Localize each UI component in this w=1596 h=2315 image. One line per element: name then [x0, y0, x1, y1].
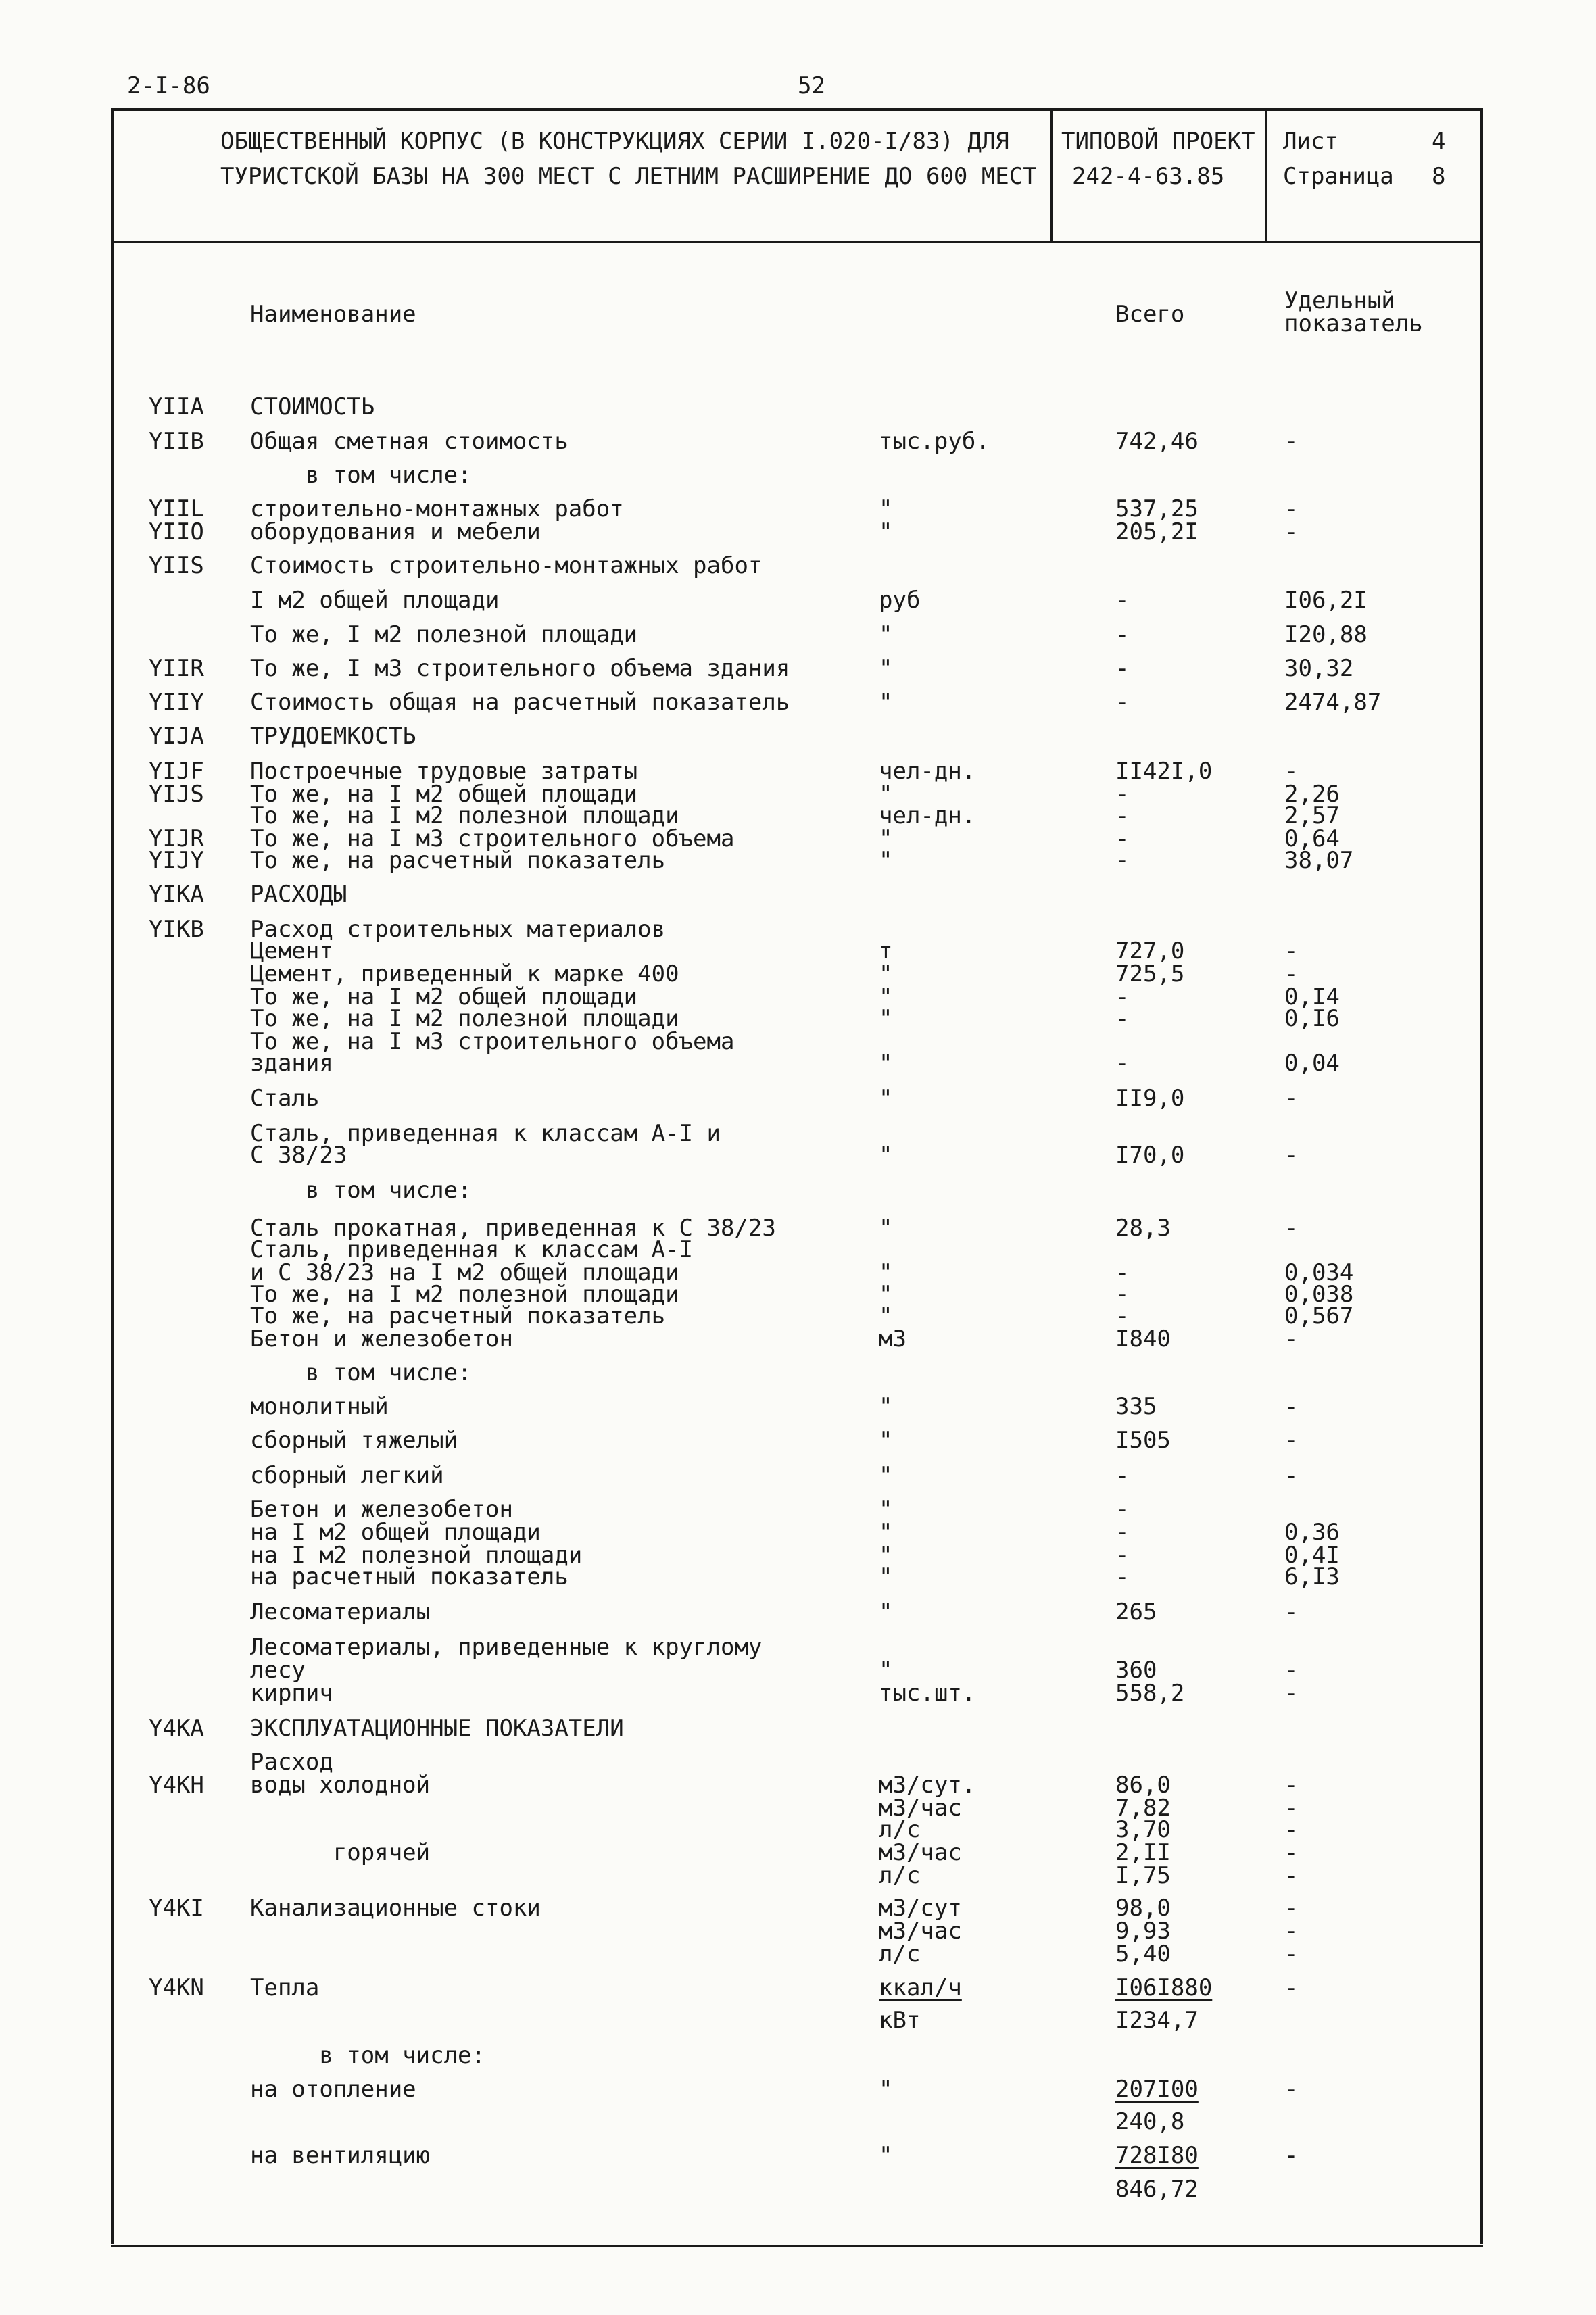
row-total: 265: [1115, 1599, 1157, 1626]
row-unit: ": [879, 1142, 893, 1169]
row-total: -: [1115, 983, 1130, 1010]
row-name: То же, на I м2 общей площади: [250, 781, 638, 808]
row-spec: 30,32: [1284, 655, 1354, 682]
title-block-separator-2: [1265, 108, 1267, 242]
row-name: СТОИМОСТЬ: [250, 393, 375, 420]
row-name: То же, на I м2 полезной площади: [250, 802, 679, 829]
row-total: -: [1115, 1259, 1130, 1286]
row-unit: ": [879, 1259, 893, 1286]
row-name: оборудования и мебели: [250, 518, 541, 545]
row-total: 558,2: [1115, 1680, 1185, 1707]
row-name: Сталь: [250, 1085, 320, 1112]
row-spec: 0,36: [1284, 1519, 1340, 1546]
row-name: в том числе:: [250, 1359, 472, 1386]
row-unit: ": [879, 655, 893, 682]
row-unit: ": [879, 495, 893, 522]
row-name: в том числе:: [250, 1177, 472, 1204]
row-spec: -: [1284, 758, 1299, 785]
row-name: I м2 общей площади: [250, 587, 500, 614]
row-total: I06I880: [1115, 1974, 1213, 2001]
row-name: То же, на I м3 строительного объема: [250, 825, 735, 852]
row-total: I,75: [1115, 1862, 1171, 1889]
row-total: 742,46: [1115, 428, 1199, 455]
row-unit: ": [879, 1050, 893, 1077]
row-name: Сталь прокатная, приведенная к С 38/23: [250, 1215, 776, 1242]
row-name: на отопление: [250, 2076, 416, 2103]
row-total: I70,0: [1115, 1142, 1185, 1169]
row-name: Стоимость общая на расчетный показатель: [250, 689, 790, 716]
row-spec: 38,07: [1284, 847, 1354, 874]
title-block-separator-1: [1050, 108, 1053, 242]
row-name: То же, I м2 полезной площади: [250, 621, 638, 648]
column-header-total: Всего: [1115, 301, 1185, 328]
column-header-name: Наименование: [250, 301, 416, 328]
row-name: То же, I м3 строительного объема здания: [250, 655, 790, 682]
row-unit: ": [879, 1393, 893, 1420]
row-total: 846,72: [1115, 2176, 1199, 2203]
row-total: -: [1115, 802, 1130, 829]
page-value: 8: [1432, 163, 1446, 190]
row-spec: -: [1284, 1941, 1299, 1968]
row-unit: ": [879, 1496, 893, 1523]
row-unit: т: [879, 937, 893, 965]
row-code: YIIR: [149, 655, 204, 682]
row-total: -: [1115, 1542, 1130, 1569]
row-name: То же, на I м3 строительного объема: [250, 1028, 735, 1055]
row-unit: л/с: [879, 1862, 921, 1889]
row-total: II9,0: [1115, 1085, 1185, 1112]
row-spec: -: [1284, 1427, 1299, 1454]
row-spec: 2,26: [1284, 781, 1340, 808]
row-spec: -: [1284, 1325, 1299, 1353]
row-unit: ": [879, 2142, 893, 2169]
page-label: Страница: [1283, 163, 1394, 190]
row-code: YIJR: [149, 825, 204, 852]
document-code: 2-I-86: [127, 72, 210, 99]
row-total: 5,40: [1115, 1941, 1171, 1968]
row-code: Y4KI: [149, 1895, 204, 1922]
row-unit: л/с: [879, 1816, 921, 1843]
row-name: То же, на I м2 полезной площади: [250, 1005, 679, 1032]
row-name: в том числе:: [250, 462, 472, 489]
row-code: Y4KA: [149, 1715, 204, 1742]
row-spec: -: [1284, 2142, 1299, 2169]
row-code: YIJF: [149, 758, 204, 785]
row-name: кирпич: [250, 1680, 333, 1707]
row-name: на I м2 общей площади: [250, 1519, 541, 1546]
row-total: 3,70: [1115, 1816, 1171, 1843]
row-code: YIJY: [149, 847, 204, 874]
row-name: строительно-монтажных работ: [250, 495, 624, 522]
row-spec: -: [1284, 495, 1299, 522]
row-code: YIJA: [149, 723, 204, 750]
row-total: 86,0: [1115, 1772, 1171, 1799]
row-spec: 0,567: [1284, 1302, 1354, 1330]
project-label: ТИПОВОЙ ПРОЕКТ: [1061, 128, 1255, 155]
row-total: 335: [1115, 1393, 1157, 1420]
row-spec: 0,034: [1284, 1259, 1354, 1286]
frame-bottom-line: [111, 2245, 1483, 2247]
row-unit: руб: [879, 587, 921, 614]
row-unit: ": [879, 1657, 893, 1684]
row-unit: м3: [879, 1325, 906, 1353]
column-header-specific-1: Удельный: [1284, 287, 1395, 314]
row-spec: 0,I4: [1284, 983, 1340, 1010]
row-unit: ": [879, 781, 893, 808]
row-unit: м3/сут: [879, 1895, 962, 1922]
column-header-specific-2: показатель: [1284, 310, 1423, 337]
row-total: -: [1115, 1281, 1130, 1308]
row-total: -: [1115, 1005, 1130, 1032]
row-spec: 0,I6: [1284, 1005, 1340, 1032]
row-total: I505: [1115, 1427, 1171, 1454]
row-total: -: [1115, 825, 1130, 852]
row-name: Бетон и железобетон: [250, 1325, 513, 1353]
row-spec: -: [1284, 428, 1299, 455]
row-name: Цемент: [250, 937, 333, 965]
row-spec: -: [1284, 1795, 1299, 1822]
row-name: воды холодной: [250, 1772, 431, 1799]
row-unit: ": [879, 983, 893, 1010]
row-unit: м3/час: [879, 1839, 962, 1866]
row-spec: -: [1284, 2076, 1299, 2103]
row-unit: ": [879, 1427, 893, 1454]
row-spec: -: [1284, 1215, 1299, 1242]
row-unit: м3/час: [879, 1918, 962, 1945]
row-name: на расчетный показатель: [250, 1563, 569, 1590]
row-spec: -: [1284, 1839, 1299, 1866]
row-name: горячей: [250, 1839, 431, 1866]
row-unit: ": [879, 621, 893, 648]
row-total: II42I,0: [1115, 758, 1213, 785]
row-unit: ": [879, 1215, 893, 1242]
row-unit: ": [879, 1599, 893, 1626]
row-name: ЭКСПЛУАТАЦИОННЫЕ ПОКАЗАТЕЛИ: [250, 1715, 624, 1742]
row-code: YIKB: [149, 916, 204, 943]
row-unit: кВт: [879, 2007, 921, 2034]
row-total: -: [1115, 847, 1130, 874]
row-spec: -: [1284, 1085, 1299, 1112]
row-spec: -: [1284, 1142, 1299, 1169]
row-code: YIIA: [149, 393, 204, 420]
row-name: Построечные трудовые затраты: [250, 758, 638, 785]
row-spec: -: [1284, 1974, 1299, 2001]
row-unit: ": [879, 1302, 893, 1330]
row-total: -: [1115, 1563, 1130, 1590]
row-spec: -: [1284, 1657, 1299, 1684]
row-name: Расход строительных материалов: [250, 916, 666, 943]
row-unit: ": [879, 689, 893, 716]
row-total: 240,8: [1115, 2108, 1185, 2135]
row-total: -: [1115, 587, 1130, 614]
row-name: Лесоматериалы, приведенные к круглому: [250, 1634, 763, 1661]
row-name: Лесоматериалы: [250, 1599, 431, 1626]
row-name: Бетон и железобетон: [250, 1496, 513, 1523]
row-unit: ": [879, 1462, 893, 1489]
row-spec: -: [1284, 1462, 1299, 1489]
row-name: Расход: [250, 1749, 333, 1776]
row-spec: -: [1284, 1599, 1299, 1626]
row-unit: ": [879, 960, 893, 988]
sheet-value: 4: [1432, 128, 1446, 155]
row-spec: 6,I3: [1284, 1563, 1340, 1590]
row-total: 9,93: [1115, 1918, 1171, 1945]
row-name: То же, на I м2 общей площади: [250, 983, 638, 1010]
row-unit: ": [879, 1085, 893, 1112]
row-name: Стоимость строительно-монтажных работ: [250, 552, 763, 579]
row-name: Канализационные стоки: [250, 1895, 541, 1922]
row-name: на вентиляцию: [250, 2142, 431, 2169]
row-spec: -: [1284, 1862, 1299, 1889]
row-name: Общая сметная стоимость: [250, 428, 569, 455]
row-spec: -: [1284, 1816, 1299, 1843]
row-total: 727,0: [1115, 937, 1185, 965]
row-total: 2,II: [1115, 1839, 1171, 1866]
row-name: Сталь, приведенная к классам А-I и: [250, 1120, 721, 1147]
row-spec: -: [1284, 1918, 1299, 1945]
row-unit: чел-дн.: [879, 802, 976, 829]
title-block-divider: [111, 241, 1483, 243]
row-name: ТРУДОЕМКОСТЬ: [250, 723, 416, 750]
row-name: лесу: [250, 1657, 306, 1684]
row-unit: ": [879, 1563, 893, 1590]
row-spec: -: [1284, 1772, 1299, 1799]
row-unit: м3/час: [879, 1795, 962, 1822]
row-total: -: [1115, 1496, 1130, 1523]
row-name: сборный тяжелый: [250, 1427, 458, 1454]
row-name: То же, на расчетный показатель: [250, 847, 666, 874]
row-total: -: [1115, 1302, 1130, 1330]
row-unit: ": [879, 518, 893, 545]
row-unit: ": [879, 1519, 893, 1546]
object-title-line-1: ОБЩЕСТВЕННЫЙ КОРПУС (В КОНСТРУКЦИЯХ СЕРИИ I.020-I/83) ДЛЯ: [220, 128, 1009, 155]
row-code: Y4KH: [149, 1772, 204, 1799]
row-unit: чел-дн.: [879, 758, 976, 785]
row-code: YIIB: [149, 428, 204, 455]
row-spec: -: [1284, 518, 1299, 545]
row-code: YIIS: [149, 552, 204, 579]
row-unit: л/с: [879, 1941, 921, 1968]
row-spec: I20,88: [1284, 621, 1368, 648]
row-total: -: [1115, 1519, 1130, 1546]
row-total: 725,5: [1115, 960, 1185, 988]
row-code: YIJS: [149, 781, 204, 808]
row-name: монолитный: [250, 1393, 389, 1420]
row-name: Сталь, приведенная к классам А-I: [250, 1236, 694, 1263]
row-code: YIIY: [149, 689, 204, 716]
sheet-label: Лист: [1283, 128, 1338, 155]
row-unit: ": [879, 1281, 893, 1308]
row-spec: I06,2I: [1284, 587, 1368, 614]
row-total: -: [1115, 689, 1130, 716]
row-total: 360: [1115, 1657, 1157, 1684]
row-total: I840: [1115, 1325, 1171, 1353]
row-spec: 0,64: [1284, 825, 1340, 852]
project-number: 242-4-63.85: [1072, 163, 1225, 190]
row-spec: -: [1284, 1393, 1299, 1420]
row-name: в том числе:: [250, 2042, 485, 2069]
row-name: здания: [250, 1050, 333, 1077]
row-spec: -: [1284, 937, 1299, 965]
page-number: 52: [798, 72, 825, 99]
row-name: сборный легкий: [250, 1462, 444, 1489]
row-name: То же, на расчетный показатель: [250, 1302, 666, 1330]
object-title-line-2: ТУРИСТСКОЙ БАЗЫ НА 300 МЕСТ С ЛЕТНИМ РАСШИРЕНИЕ ДО 600 МЕСТ: [220, 163, 1037, 190]
row-total: 537,25: [1115, 495, 1199, 522]
row-unit: м3/сут.: [879, 1772, 976, 1799]
row-spec: 0,04: [1284, 1050, 1340, 1077]
row-unit: ": [879, 2076, 893, 2103]
row-total: I234,7: [1115, 2007, 1199, 2034]
row-total: -: [1115, 621, 1130, 648]
row-unit: тыс.руб.: [879, 428, 990, 455]
row-spec: -: [1284, 1895, 1299, 1922]
row-unit: ккал/ч: [879, 1974, 962, 2001]
row-spec: 0,4I: [1284, 1542, 1340, 1569]
row-total: -: [1115, 1462, 1130, 1489]
row-name: на I м2 полезной площади: [250, 1542, 583, 1569]
row-name: То же, на I м2 полезной площади: [250, 1281, 679, 1308]
row-spec: -: [1284, 1680, 1299, 1707]
row-code: YIIO: [149, 518, 204, 545]
row-unit: ": [879, 847, 893, 874]
row-name: Цемент, приведенный к марке 400: [250, 960, 679, 988]
row-name: РАСХОДЫ: [250, 881, 347, 908]
row-spec: 2474,87: [1284, 689, 1382, 716]
row-name: С 38/23: [250, 1142, 347, 1169]
row-total: -: [1115, 1050, 1130, 1077]
row-unit: ": [879, 825, 893, 852]
row-total: 98,0: [1115, 1895, 1171, 1922]
row-code: YIIL: [149, 495, 204, 522]
row-name: и С 38/23 на I м2 общей площади: [250, 1259, 679, 1286]
row-total: 7,82: [1115, 1795, 1171, 1822]
row-total: 205,2I: [1115, 518, 1199, 545]
row-unit: ": [879, 1005, 893, 1032]
row-code: YIKA: [149, 881, 204, 908]
row-name: Тепла: [250, 1974, 320, 2001]
row-code: Y4KN: [149, 1974, 204, 2001]
row-total: 28,3: [1115, 1215, 1171, 1242]
row-spec: 0,038: [1284, 1281, 1354, 1308]
row-total: -: [1115, 655, 1130, 682]
row-spec: 2,57: [1284, 802, 1340, 829]
row-unit: тыс.шт.: [879, 1680, 976, 1707]
row-total: -: [1115, 781, 1130, 808]
row-total: 728I80: [1115, 2142, 1199, 2169]
row-spec: -: [1284, 960, 1299, 988]
row-total: 207I00: [1115, 2076, 1199, 2103]
row-unit: ": [879, 1542, 893, 1569]
